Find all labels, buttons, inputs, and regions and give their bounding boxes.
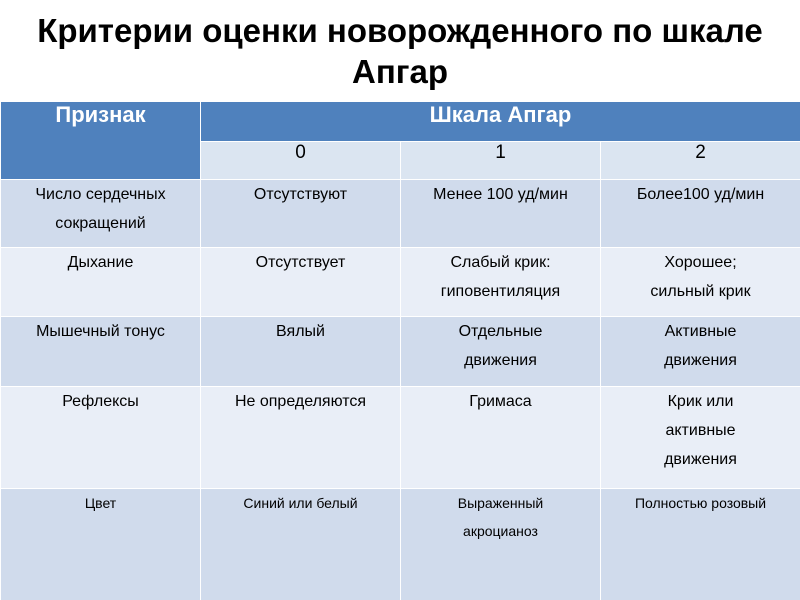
- cell-line: Цвет: [84, 495, 117, 511]
- cell-line: Число сердечных: [35, 186, 166, 203]
- column-header-scale: Шкала Апгар: [201, 102, 800, 142]
- score-2-cell: [601, 180, 800, 248]
- cell-line: Отдельные: [458, 323, 543, 340]
- cell-line: Полностью розовый: [634, 495, 767, 511]
- cell-line: Вялый: [276, 323, 325, 340]
- apgar-table: [0, 101, 800, 600]
- cell-line: Рефлексы: [62, 393, 139, 410]
- score-1-cell: [401, 387, 601, 489]
- score-0-cell: [201, 489, 401, 600]
- table-row: [1, 387, 800, 489]
- cell-line: Не определяются: [234, 393, 367, 410]
- score-2-cell: [601, 248, 800, 317]
- table-row: [1, 317, 800, 387]
- cell-line: акроцианоз: [463, 523, 538, 539]
- cell-line: движения: [664, 352, 737, 369]
- score-1-cell: [401, 317, 601, 387]
- cell-line: сокращений: [55, 215, 146, 232]
- cell-line: сильный крик: [650, 283, 751, 300]
- cell-line: Менее 100 уд/мин: [433, 186, 568, 203]
- table-row: [1, 489, 800, 600]
- score-1-cell: [401, 248, 601, 317]
- sign-cell: [1, 489, 201, 600]
- sign-cell: [1, 180, 201, 248]
- score-2-cell: [601, 317, 800, 387]
- cell-line: Мышечный тонус: [36, 323, 165, 340]
- score-0-cell: [201, 387, 401, 489]
- score-2-cell: [601, 489, 800, 600]
- sign-cell: [1, 387, 201, 489]
- cell-line: движения: [664, 451, 737, 468]
- score-0-cell: [201, 248, 401, 317]
- cell-line: Более100 уд/мин: [636, 186, 765, 203]
- cell-line: Хорошее;: [664, 254, 737, 271]
- score-header-2: 2: [601, 142, 800, 180]
- cell-line: гиповентиляция: [440, 283, 561, 300]
- column-header-sign: Признак: [1, 102, 201, 180]
- cell-line: Крик или: [667, 393, 734, 410]
- page-title: Критерии оценки новорожденного по шкале Апгар: [37, 12, 763, 90]
- score-2-cell: [601, 387, 800, 489]
- score-1-cell: [401, 489, 601, 600]
- sign-cell: [1, 248, 201, 317]
- cell-line: Выраженный: [457, 495, 544, 511]
- score-1-cell: [401, 180, 601, 248]
- cell-line: Отсутствуют: [253, 186, 348, 203]
- cell-line: Дыхание: [67, 254, 134, 271]
- score-0-cell: [201, 180, 401, 248]
- cell-line: Синий или белый: [243, 495, 358, 511]
- score-header-0: 0: [201, 142, 401, 180]
- sign-cell: [1, 317, 201, 387]
- header-row: [1, 102, 800, 142]
- cell-line: активные: [665, 422, 736, 439]
- cell-line: Слабый крик:: [450, 254, 551, 271]
- score-header-1: 1: [401, 142, 601, 180]
- cell-line: Отсутствует: [255, 254, 346, 271]
- cell-line: Активные: [664, 323, 737, 340]
- table-row: [1, 248, 800, 317]
- score-0-cell: [201, 317, 401, 387]
- table-row: [1, 180, 800, 248]
- cell-line: Гримаса: [469, 393, 532, 410]
- cell-line: движения: [464, 352, 537, 369]
